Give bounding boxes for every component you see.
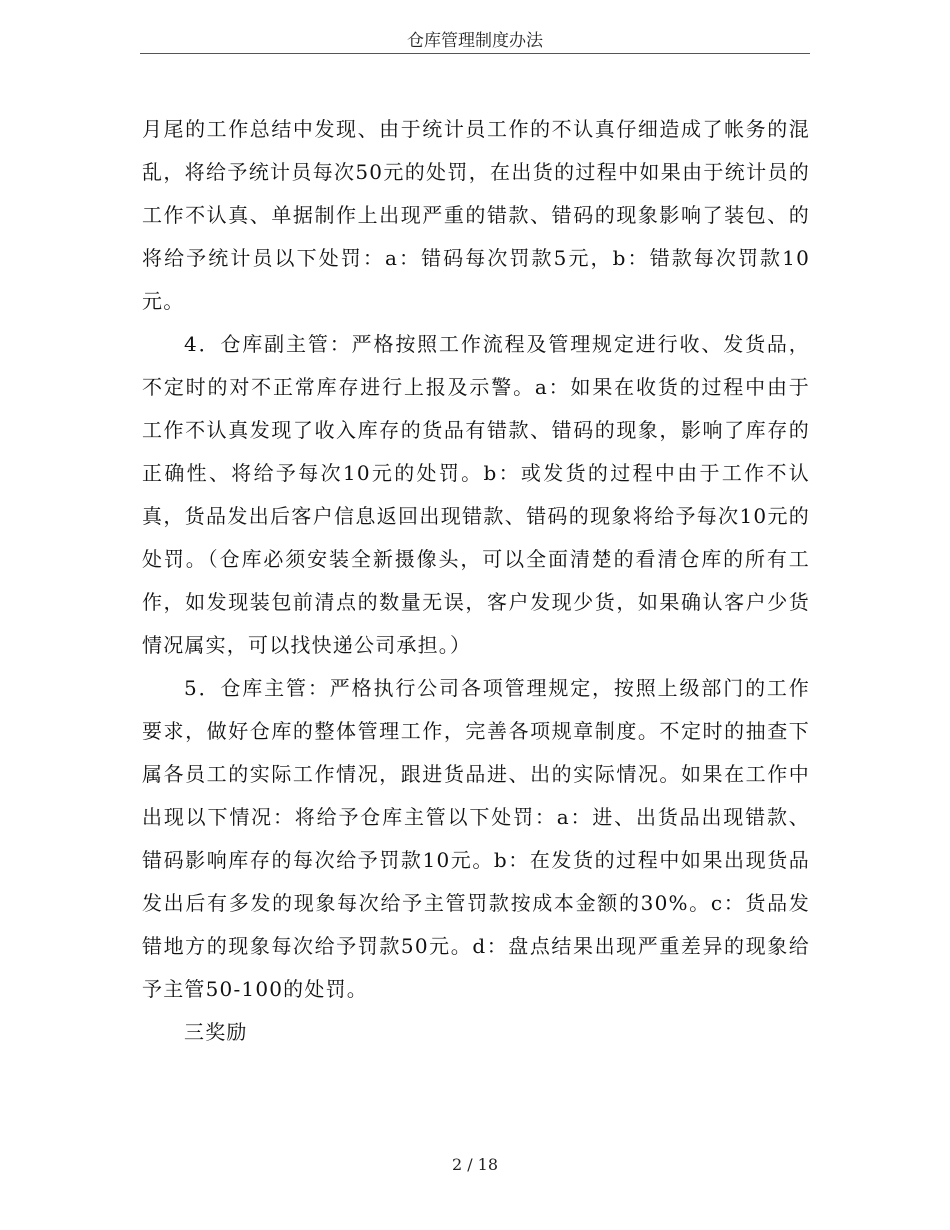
body-paragraph: 4．仓库副主管：严格按照工作流程及管理规定进行收、发货品，不定时的对不正常库存进行上报及示警。a：如果在收货的过程中由于工作不认真发现了收入库存的货品有错款、错码的现象，影响了库存的正确性、将给予每次10元的处罚。b：或发货的过程中由于工作不认真，货品发出后客户信息返回出现错款、错码的现象将给予每次10元的处罚。（仓库必须安装全新摄像头，可以全面清楚的看清仓库的所有工作，如发现装包前清点的数量无误，客户发现少货，如果确认客户少货情况属实，可以找快递公司承担。） — [142, 332, 810, 657]
body-paragraph: 月尾的工作总结中发现、由于统计员工作的不认真仔细造成了帐务的混乱，将给予统计员每次50元的处罚，在出货的过程中如果由于统计员的工作不认真、单据制作上出现严重的错款、错码的现象影响了装包、的将给予统计员以下处罚：a：错码每次罚款5元，b：错款每次罚款10元。 — [142, 117, 810, 313]
page-header-title: 仓库管理制度办法 — [407, 31, 543, 51]
header-divider — [140, 53, 810, 54]
section-heading: 三奖励 — [184, 1020, 248, 1044]
body-paragraph: 5．仓库主管：严格执行公司各项管理规定，按照上级部门的工作要求，做好仓库的整体管理工作，完善各项规章制度。不定时的抽查下属各员工的实际工作情况，跟进货品进、出的实际情况。如果在工作中出现以下情况：将给予仓库主管以下处罚：a：进、出货品出现错款、错码影响库存的每次给予罚款10元。b：在发货的过程中如果出现货品发出后有多发的现象每次给予主管罚款按成本金额的30%。c：货品发错地方的现象每次给予罚款50元。d：盘点结果出现严重差异的现象给予主管50-100的处罚。 — [142, 676, 810, 1001]
document-body — [142, 108, 810, 1054]
page-number: 2 / 18 — [451, 1155, 499, 1174]
